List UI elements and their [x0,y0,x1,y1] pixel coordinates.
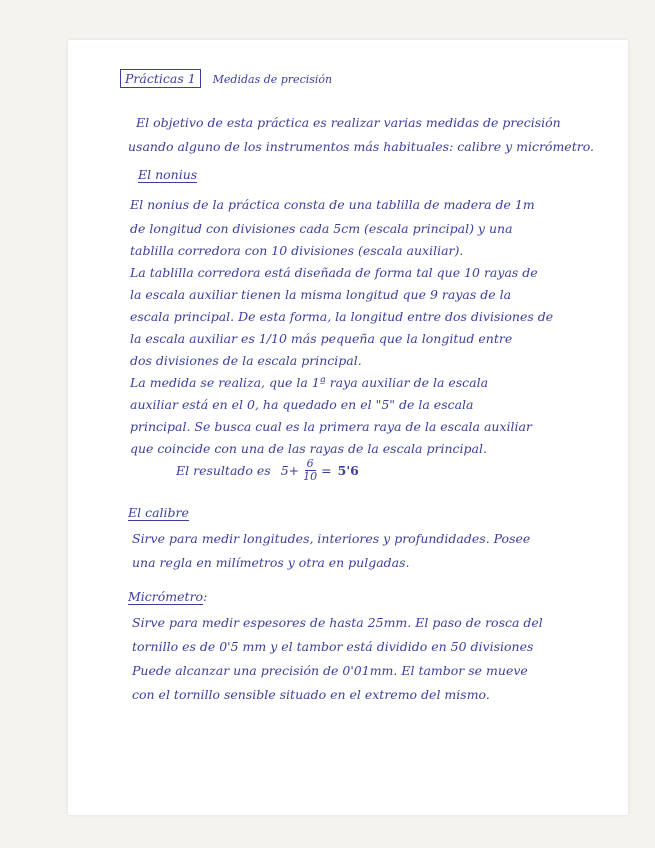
nonius-line: la escala auxiliar es 1/10 más pequeña que la longitud entre [130,331,513,346]
result-equals: = [321,462,332,478]
result-formula [176,458,359,483]
header [120,72,332,87]
micrometro-line: tornillo es de 0'5 mm y el tambor está dividido en 50 divisiones [132,639,534,654]
notebook-sheet [68,40,628,815]
nonius-line: escala principal. De esta forma, la longitud entre dos divisiones de [130,309,554,324]
nonius-line: La medida se realiza, que la 1ª raya auxiliar de la escala [130,375,489,390]
section-heading-micrometro [128,590,207,604]
nonius-line: auxiliar está en el 0, ha quedado en el "5" de la escala [130,397,474,412]
practice-subtitle: Medidas de precisión [212,73,333,86]
micrometro-heading-text: Micrómetro [128,589,204,604]
result-value: 5'6 [337,462,359,478]
micrometro-line: Sirve para medir espesores de hasta 25mm. El paso de rosca del [132,615,543,630]
practice-title-box: Prácticas 1 [120,69,201,88]
section-heading-nonius: El nonius [138,167,198,182]
micrometro-heading-colon: : [203,589,208,604]
nonius-line: la escala auxiliar tienen la misma longitud que 9 rayas de la [130,287,512,302]
nonius-line: El nonius de la práctica consta de una tablilla de madera de 1m [130,197,535,212]
nonius-line: que coincide con una de las rayas de la escala principal. [130,441,487,456]
result-base: 5+ [280,462,300,478]
fraction-numerator: 6 [306,457,314,470]
nonius-line: La tablilla corredora está diseñada de forma tal que 10 rayas de [130,265,538,280]
result-prefix: El resultado es [176,462,271,478]
intro-line: usando alguno de los instrumentos más habituales: calibre y micrómetro. [128,139,594,154]
micrometro-line: Puede alcanzar una precisión de 0'01mm. El tambor se mueve [132,663,528,678]
nonius-line: dos divisiones de la escala principal. [130,353,362,368]
nonius-line: tablilla corredora con 10 divisiones (escala auxiliar). [130,243,464,258]
section-heading-calibre: El calibre [128,505,189,520]
calibre-line: Sirve para medir longitudes, interiores y profundidades. Posee [132,531,531,546]
nonius-line: principal. Se busca cual es la primera raya de la escala auxiliar [130,419,532,434]
calibre-line: una regla en milímetros y otra en pulgadas. [132,555,410,570]
fraction-denominator: 10 [303,470,318,483]
result-fraction [303,458,317,483]
micrometro-line: con el tornillo sensible situado en el extremo del mismo. [132,687,490,702]
nonius-line: de longitud con divisiones cada 5cm (escala principal) y una [130,221,513,236]
intro-line: El objetivo de esta práctica es realizar varias medidas de precisión [136,115,561,130]
